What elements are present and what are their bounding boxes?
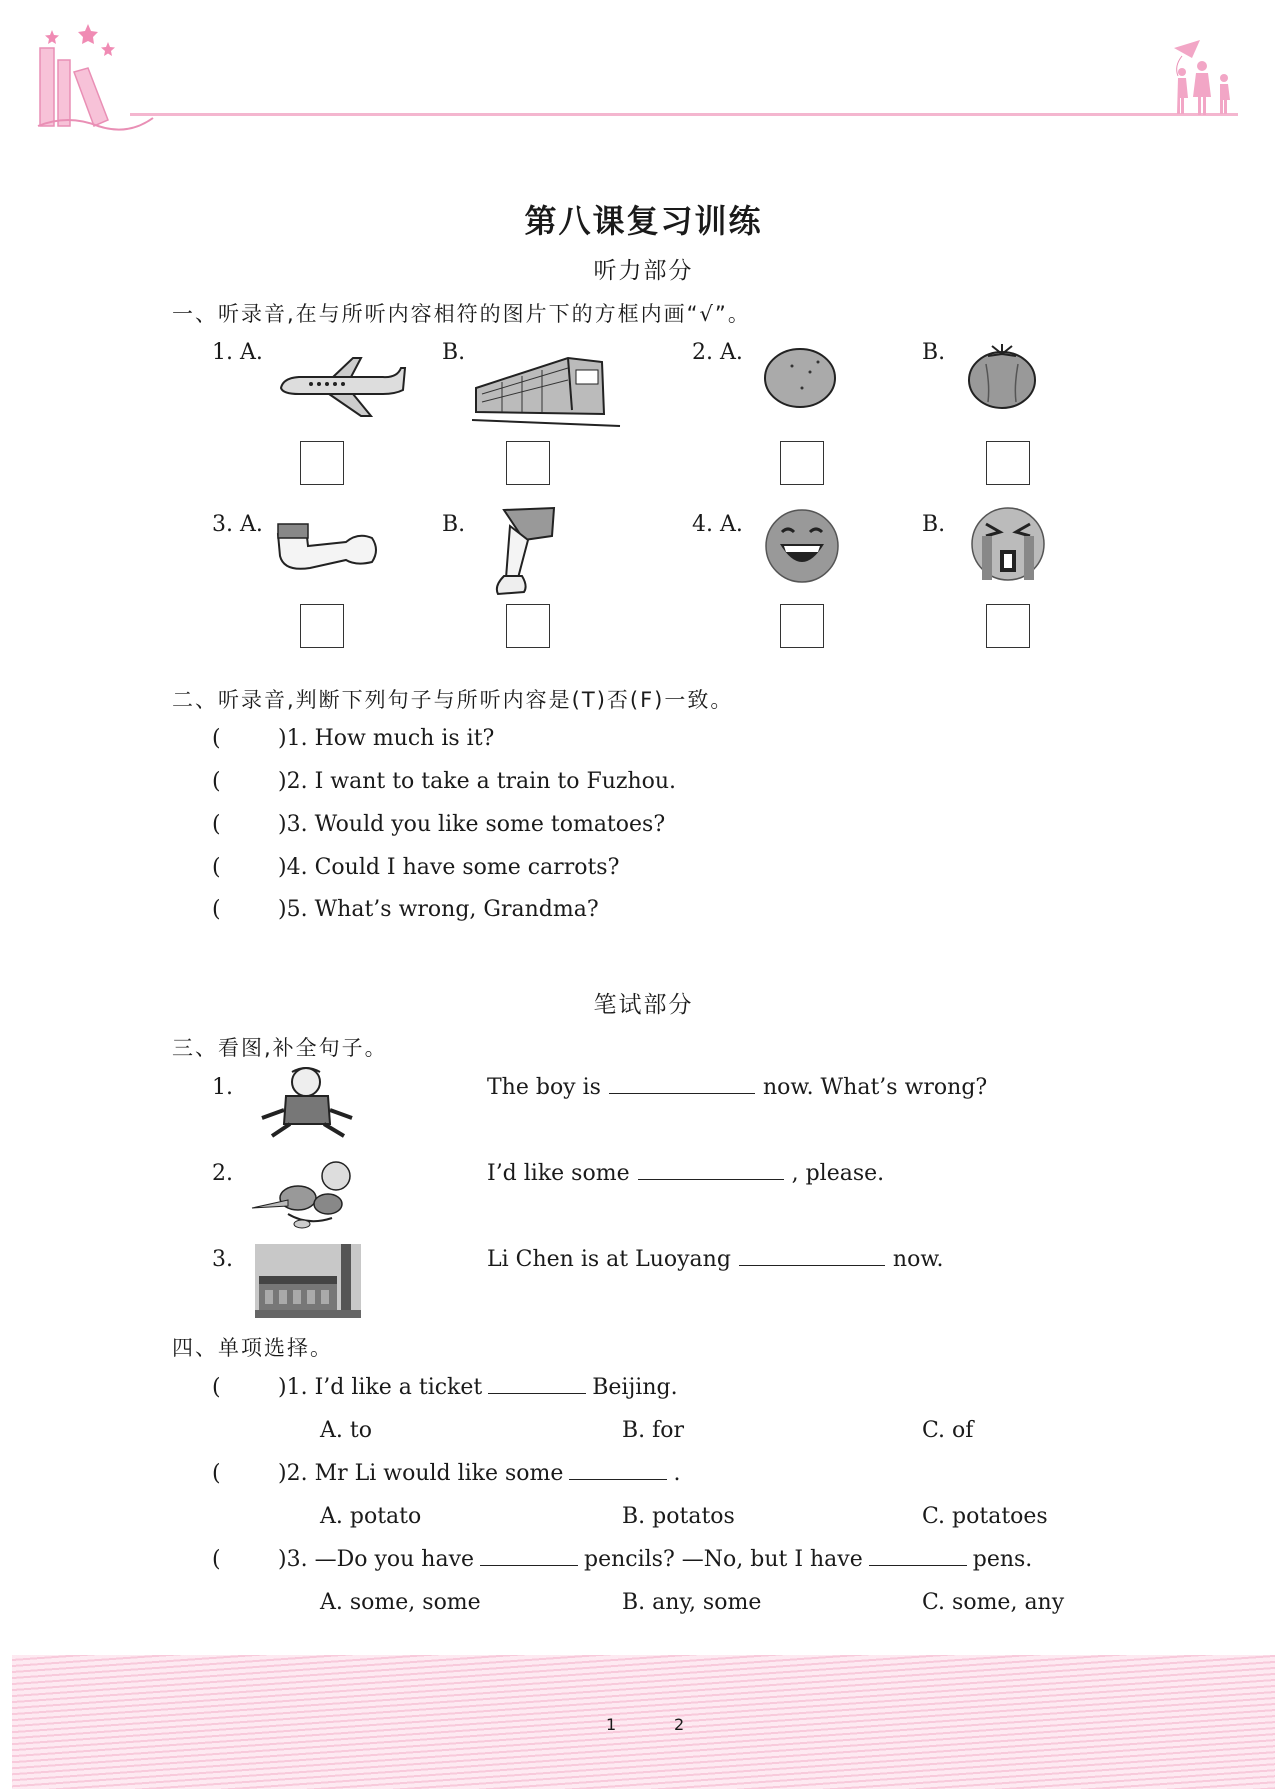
q3-label: 3. A.: [212, 512, 263, 537]
part1-instruction: 一、听录音,在与所听内容相符的图片下的方框内画“√”。: [172, 302, 751, 326]
part2-item-1: )1. How much is it?: [278, 726, 495, 751]
page-number-left: 1: [606, 1715, 617, 1734]
station-icon: [255, 1244, 361, 1318]
q2b-label: B.: [922, 340, 946, 365]
answer-paren-open[interactable]: (: [212, 1375, 221, 1400]
arm-icon: [276, 520, 382, 582]
option-2b[interactable]: B. potatos: [622, 1504, 735, 1529]
answer-box-4a[interactable]: [780, 604, 824, 648]
laughing-face-icon: [764, 508, 840, 584]
option-2c[interactable]: C. potatoes: [922, 1504, 1048, 1529]
part3-sentence-3: Li Chen is at Luoyang now.: [487, 1247, 944, 1272]
listening-heading: 听力部分: [593, 258, 694, 284]
potato-icon: [762, 346, 838, 410]
sick-boy-icon: [258, 1066, 356, 1138]
part2-item-3: )3. Would you like some tomatoes?: [278, 812, 666, 837]
part4-question-2: )2. Mr Li would like some .: [278, 1461, 681, 1486]
option-2a[interactable]: A. potato: [320, 1504, 422, 1529]
answer-paren-open[interactable]: (: [212, 769, 221, 794]
crying-face-icon: [970, 506, 1046, 582]
part3-num-3: 3.: [212, 1247, 233, 1272]
option-3c[interactable]: C. some, any: [922, 1590, 1065, 1615]
option-3a[interactable]: A. some, some: [320, 1590, 481, 1615]
answer-box-3a[interactable]: [300, 604, 344, 648]
writing-heading: 笔试部分: [593, 992, 694, 1018]
part4-instruction: 四、单项选择。: [172, 1336, 333, 1360]
answer-box-2b[interactable]: [986, 441, 1030, 485]
answer-box-4b[interactable]: [986, 604, 1030, 648]
fill-blank-3[interactable]: [739, 1247, 885, 1266]
answer-box-1b[interactable]: [506, 441, 550, 485]
fill-blank-1[interactable]: [609, 1075, 755, 1094]
answer-paren-open[interactable]: (: [212, 1547, 221, 1572]
part2-item-5: )5. What’s wrong, Grandma?: [278, 897, 599, 922]
part4-question-1: )1. I’d like a ticket Beijing.: [278, 1375, 678, 1400]
q4b-label: B.: [922, 512, 946, 537]
train-icon: [472, 350, 624, 428]
answer-box-2a[interactable]: [780, 441, 824, 485]
choice-blank-3b: [869, 1547, 967, 1566]
leg-icon: [490, 506, 562, 596]
answer-box-1a[interactable]: [300, 441, 344, 485]
answer-paren-open[interactable]: (: [212, 726, 221, 751]
answer-paren-open[interactable]: (: [212, 1461, 221, 1486]
part2-item-4: )4. Could I have some carrots?: [278, 855, 620, 880]
part3-instruction: 三、看图,补全句子。: [172, 1036, 388, 1060]
answer-paren-open[interactable]: (: [212, 812, 221, 837]
tomato-icon: [966, 342, 1038, 410]
part2-instruction: 二、听录音,判断下列句子与所听内容是(T)否(F)一致。: [172, 688, 734, 712]
page-title: 第八课复习训练: [524, 202, 763, 240]
answer-paren-open[interactable]: (: [212, 897, 221, 922]
airplane-icon: [275, 350, 407, 418]
choice-blank-2: [569, 1461, 667, 1480]
option-1a[interactable]: A. to: [320, 1418, 372, 1443]
part3-sentence-2: I’d like some , please.: [487, 1161, 885, 1186]
answer-box-3b[interactable]: [506, 604, 550, 648]
option-1c[interactable]: C. of: [922, 1418, 974, 1443]
choice-blank-1: [488, 1375, 586, 1394]
part4-question-3: )3. —Do you have pencils? —No, but I have pens.: [278, 1547, 1033, 1572]
q2-label: 2. A.: [692, 340, 743, 365]
q4-label: 4. A.: [692, 512, 743, 537]
header-rule: [130, 113, 1238, 116]
part3-sentence-1: The boy is now. What’s wrong?: [487, 1075, 988, 1100]
fill-blank-2[interactable]: [638, 1161, 784, 1180]
option-3b[interactable]: B. any, some: [622, 1590, 762, 1615]
choice-blank-3a: [480, 1547, 578, 1566]
vegetables-icon: [248, 1160, 360, 1230]
option-1b[interactable]: B. for: [622, 1418, 685, 1443]
footer-stripes: [12, 1655, 1275, 1789]
q1-label: 1. A.: [212, 340, 263, 365]
q3b-label: B.: [442, 512, 466, 537]
kids-kite-icon: [1160, 36, 1240, 118]
q1b-label: B.: [442, 340, 466, 365]
part3-num-2: 2.: [212, 1161, 233, 1186]
part3-num-1: 1.: [212, 1075, 233, 1100]
page-number-right: 2: [674, 1715, 685, 1734]
part2-item-2: )2. I want to take a train to Fuzhou.: [278, 769, 677, 794]
answer-paren-open[interactable]: (: [212, 855, 221, 880]
